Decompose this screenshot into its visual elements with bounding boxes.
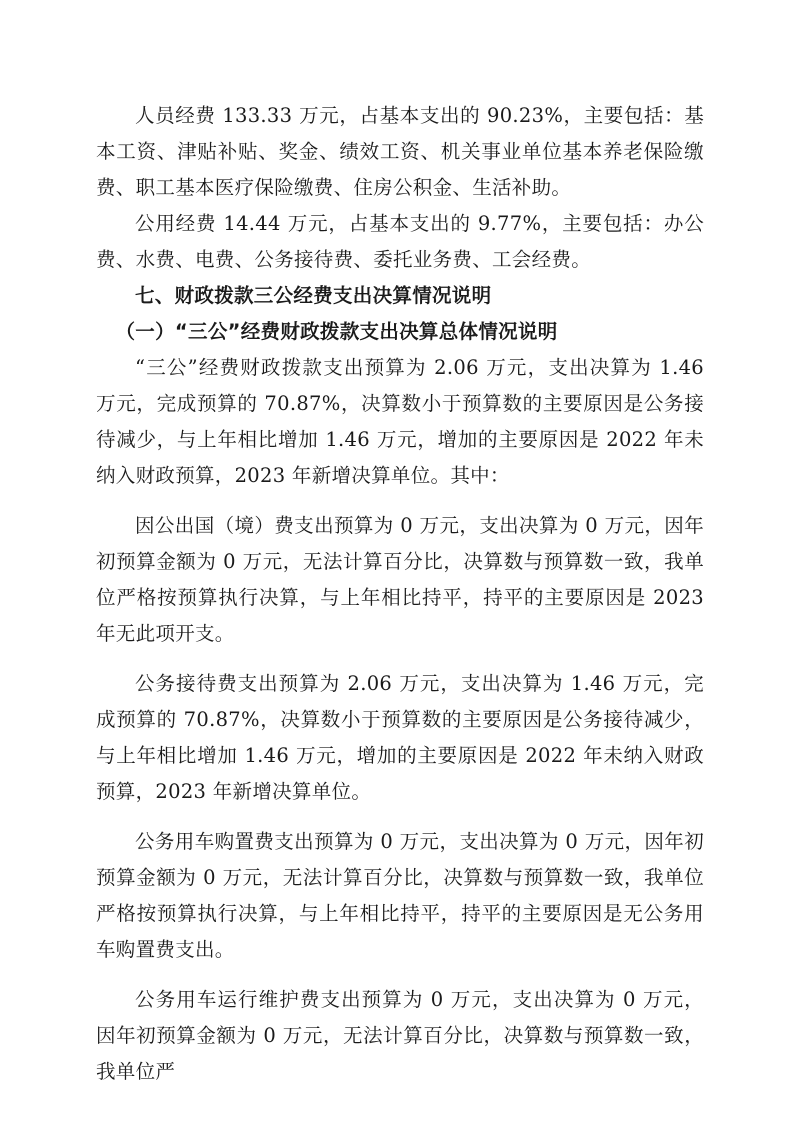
paragraph-vehicle-purchase: 公务用车购置费支出预算为 0 万元，支出决算为 0 万元，因年初预算金额为 0 万元，无法计算百分比，决算数与预算数一致，我单位严格按预算执行决算，与上年相比持平，持平的主要原因是无公务用车购置费支出。 [96,830,704,961]
section-heading: 七、财政拨款三公经费支出决算情况说明 [135,284,492,307]
paragraph-personnel-expenses: 人员经费 133.33 万元，占基本支出的 90.23%，主要包括：基本工资、津贴补贴、奖金、绩效工资、机关事业单位基本养老保险缴费、职工基本医疗保险缴费、住房公积金、生活补助。 [96,104,704,199]
paragraph-official-reception: 公务接待费支出预算为 2.06 万元，支出决算为 1.46 万元，完成预算的 70.87%，决算数小于预算数的主要原因是公务接待减少，与上年相比增加 1.46 万元，增加的主要原因是 2022 年未纳入财政预算，2023 年新增决算单位。 [96,672,704,803]
paragraph-public-expenses: 公用经费 14.44 万元，占基本支出的 9.77%，主要包括：办公费、水费、电费、公务接待费、委托业务费、工会经费。 [96,212,704,271]
subsection-heading: （一）“三公”经费财政拨款支出决算总体情况说明 [115,320,558,343]
paragraph-overseas-travel: 因公出国（境）费支出预算为 0 万元，支出决算为 0 万元，因年初预算金额为 0 万元，无法计算百分比，决算数与预算数一致，我单位严格按预算执行决算，与上年相比持平，持平的主要原因是 2023 年无此项开支。 [96,514,704,645]
document-content [96,98,704,1090]
paragraph-three-public-overview: “三公”经费财政拨款支出预算为 2.06 万元，支出决算为 1.46 万元，完成预算的 70.87%，决算数小于预算数的主要原因是公务接待减少，与上年相比增加 1.46 万元，增加的主要原因是 2022 年未纳入财政预算，2023 年新增决算单位。其中： [96,356,704,487]
paragraph-vehicle-maintenance: 公务用车运行维护费支出预算为 0 万元，支出决算为 0 万元， 因年初预算金额为 0 万元，无法计算百分比，决算数与预算数一致，我单位严 [96,988,704,1083]
